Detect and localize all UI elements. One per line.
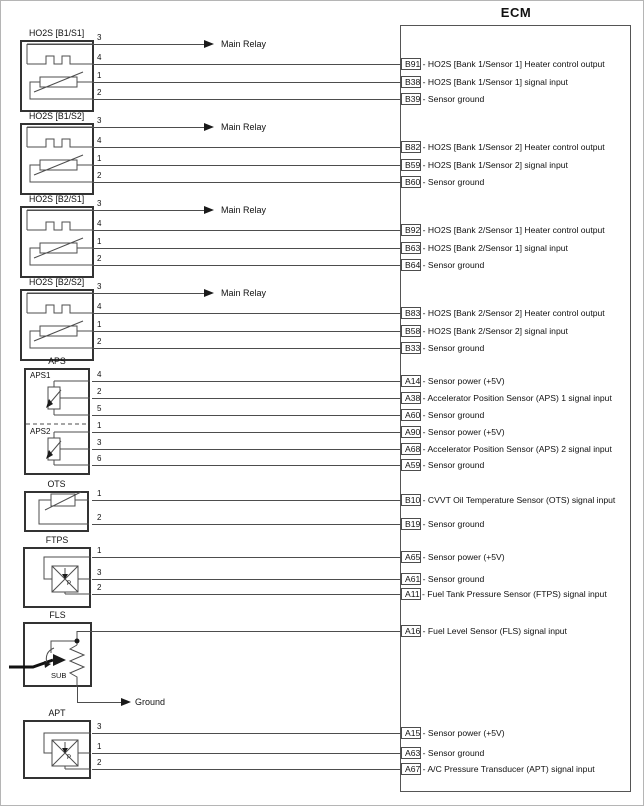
pin-number: 2 [97, 583, 102, 592]
main-relay-note: Main Relay [221, 39, 267, 49]
wire [92, 769, 402, 770]
pin-number: 3 [97, 282, 102, 291]
wire [92, 82, 402, 83]
pin-number: 2 [97, 387, 102, 396]
ground-wire [77, 687, 78, 702]
heater-element-icon [27, 127, 94, 147]
float-arm-arrowhead [53, 654, 66, 666]
main-relay-note: Main Relay [221, 288, 267, 298]
pin-number: 4 [97, 302, 102, 311]
resistor-zigzag-icon [70, 645, 84, 687]
wire [92, 313, 402, 314]
wire [92, 64, 402, 65]
pin-number: 4 [97, 219, 102, 228]
wire [27, 127, 204, 128]
wire [92, 165, 402, 166]
pin-number: 1 [97, 71, 102, 80]
wire [92, 432, 402, 433]
pin-number: 2 [97, 171, 102, 180]
ecm-pin-label: B60 - Sensor ground [405, 177, 485, 187]
sensor-label: FLS [49, 610, 66, 620]
wire [92, 331, 402, 332]
ground-note: Ground [135, 697, 166, 707]
ecm-pin-label: A15 - Sensor power (+5V) [405, 728, 505, 738]
wire [92, 449, 402, 450]
pin-number: 2 [97, 758, 102, 767]
pin-number: 3 [97, 568, 102, 577]
wire [27, 293, 204, 294]
pin-number: 2 [97, 254, 102, 263]
ecm-pin-label: B58 - HO2S [Bank 2/Sensor 2] signal input [405, 326, 568, 336]
junction-dot [75, 639, 80, 644]
wire [92, 248, 402, 249]
wire [92, 524, 402, 525]
ecm-pin-label: B91 - HO2S [Bank 1/Sensor 1] Heater control output [405, 59, 605, 69]
pin-number: 1 [97, 237, 102, 246]
sub-label: SUB [51, 671, 67, 680]
ho2s-sensor-symbol [20, 40, 94, 112]
main-relay-arrow-icon [204, 123, 214, 131]
sensor-label: APT [48, 708, 66, 718]
wire [27, 44, 204, 45]
wire [92, 381, 402, 382]
ecm-pin-label: B63 - HO2S [Bank 2/Sensor 1] signal input [405, 243, 568, 253]
aps2-label: APS2 [30, 427, 51, 436]
ecm-pin-label: B10 - CVVT Oil Temperature Sensor (OTS) signal input [405, 495, 616, 505]
wire [92, 147, 402, 148]
aps1-wiring [54, 381, 90, 415]
pin-number: 3 [97, 199, 102, 208]
wire [92, 557, 402, 558]
ecm-pin-label: A90 - Sensor power (+5V) [405, 427, 505, 437]
wire [92, 579, 402, 580]
pressure-marker: P [67, 755, 72, 761]
ho2s-sensor-symbol [20, 289, 94, 361]
main-relay-arrow-icon [204, 206, 214, 214]
heater-element-icon [27, 44, 94, 64]
ecm-pin-label: A38 - Accelerator Position Sensor (APS) 1 signal input [405, 393, 612, 403]
wire [92, 415, 402, 416]
sensor-label: APS [48, 356, 66, 366]
ecm-pin-label: B82 - HO2S [Bank 1/Sensor 2] Heater control output [405, 142, 605, 152]
ecm-pin-label: B33 - Sensor ground [405, 343, 485, 353]
pin-number: 2 [97, 513, 102, 522]
sensor-label: OTS [47, 479, 66, 489]
pin-number: 1 [97, 546, 102, 555]
pin-number: 4 [97, 53, 102, 62]
pin-number: 4 [97, 136, 102, 145]
pin-number: 6 [97, 454, 102, 463]
main-relay-note: Main Relay [221, 205, 267, 215]
ground-wire [77, 702, 121, 703]
ecm-pin-label: A16 - Fuel Level Sensor (FLS) signal input [405, 626, 567, 636]
sensor-label: HO2S [B1/S1] [29, 28, 85, 38]
pin-number: 1 [97, 489, 102, 498]
wire [92, 182, 402, 183]
wire [92, 500, 402, 501]
main-relay-arrow-icon [204, 289, 214, 297]
wire [92, 230, 402, 231]
pin-number: 4 [97, 370, 102, 379]
apt-sensor-symbol [23, 720, 91, 779]
resistor-slash [34, 155, 83, 175]
pressure-marker: P [67, 581, 72, 587]
ho2s-sensor-symbol [20, 123, 94, 195]
pin-number: 2 [97, 337, 102, 346]
sensor-wiring [39, 500, 89, 524]
wire [27, 210, 204, 211]
pin-number: 1 [97, 742, 102, 751]
sensor-label: HO2S [B2/S2] [29, 277, 85, 287]
sensor-label: HO2S [B1/S2] [29, 111, 85, 121]
aps-sensor-symbol [24, 368, 90, 475]
wire [92, 265, 402, 266]
main-relay-arrow-icon [204, 40, 214, 48]
ecm-pin-label: A61 - Sensor ground [405, 574, 485, 584]
pin-number: 3 [97, 33, 102, 42]
wire [92, 465, 402, 466]
pin-number: 2 [97, 88, 102, 97]
heater-element-icon [27, 210, 94, 230]
heater-element-icon [27, 293, 94, 313]
pin-number: 3 [97, 722, 102, 731]
ecm-pin-label: B64 - Sensor ground [405, 260, 485, 270]
wire [92, 398, 402, 399]
ecm-pin-label: B59 - HO2S [Bank 1/Sensor 2] signal input [405, 160, 568, 170]
ecm-pin-label: A67 - A/C Pressure Transducer (APT) signal input [405, 764, 595, 774]
ftps-sensor-symbol [23, 547, 91, 608]
wire [92, 753, 402, 754]
resistor-slash [34, 72, 83, 92]
thermistor-icon [51, 494, 75, 506]
pin-number: 1 [97, 421, 102, 430]
wire [92, 99, 402, 100]
sensor-wiring [51, 631, 77, 653]
sensor-label: HO2S [B2/S1] [29, 194, 85, 204]
pin-number: 1 [97, 154, 102, 163]
ground-arrow-icon [121, 698, 131, 706]
resistor-slash [34, 238, 83, 258]
ecm-pin-label: B19 - Sensor ground [405, 519, 485, 529]
wire [92, 594, 402, 595]
sensor-wiring [44, 557, 91, 594]
ecm-pin-label: A11 - Fuel Tank Pressure Sensor (FTPS) signal input [405, 589, 607, 599]
ecm-pin-label: A14 - Sensor power (+5V) [405, 376, 505, 386]
ecm-pin-label: B39 - Sensor ground [405, 94, 485, 104]
ecm-pin-label: B38 - HO2S [Bank 1/Sensor 1] signal input [405, 77, 568, 87]
pin-number: 1 [97, 320, 102, 329]
ecm-pin-label: A59 - Sensor ground [405, 460, 485, 470]
wire [77, 631, 402, 632]
ecm-pin-label: A63 - Sensor ground [405, 748, 485, 758]
ecm-pin-label: B92 - HO2S [Bank 2/Sensor 1] Heater control output [405, 225, 605, 235]
pin-number: 3 [97, 438, 102, 447]
ecm-title: ECM [500, 5, 532, 20]
main-relay-note: Main Relay [221, 122, 267, 132]
resistor-slash [34, 321, 83, 341]
ho2s-sensor-symbol [20, 206, 94, 278]
wire [92, 733, 402, 734]
pin-number: 5 [97, 404, 102, 413]
wire [92, 348, 402, 349]
ecm-pin-label: A65 - Sensor power (+5V) [405, 552, 505, 562]
ots-sensor-symbol [24, 491, 89, 532]
pin-number: 3 [97, 116, 102, 125]
aps1-label: APS1 [30, 371, 51, 380]
ecm-pin-label: A68 - Accelerator Position Sensor (APS) 2 signal input [405, 444, 612, 454]
ecm-pin-label: A60 - Sensor ground [405, 410, 485, 420]
resistor-slash [45, 492, 81, 510]
ecm-pin-label: B83 - HO2S [Bank 2/Sensor 2] Heater control output [405, 308, 605, 318]
sensor-label: FTPS [45, 535, 69, 545]
